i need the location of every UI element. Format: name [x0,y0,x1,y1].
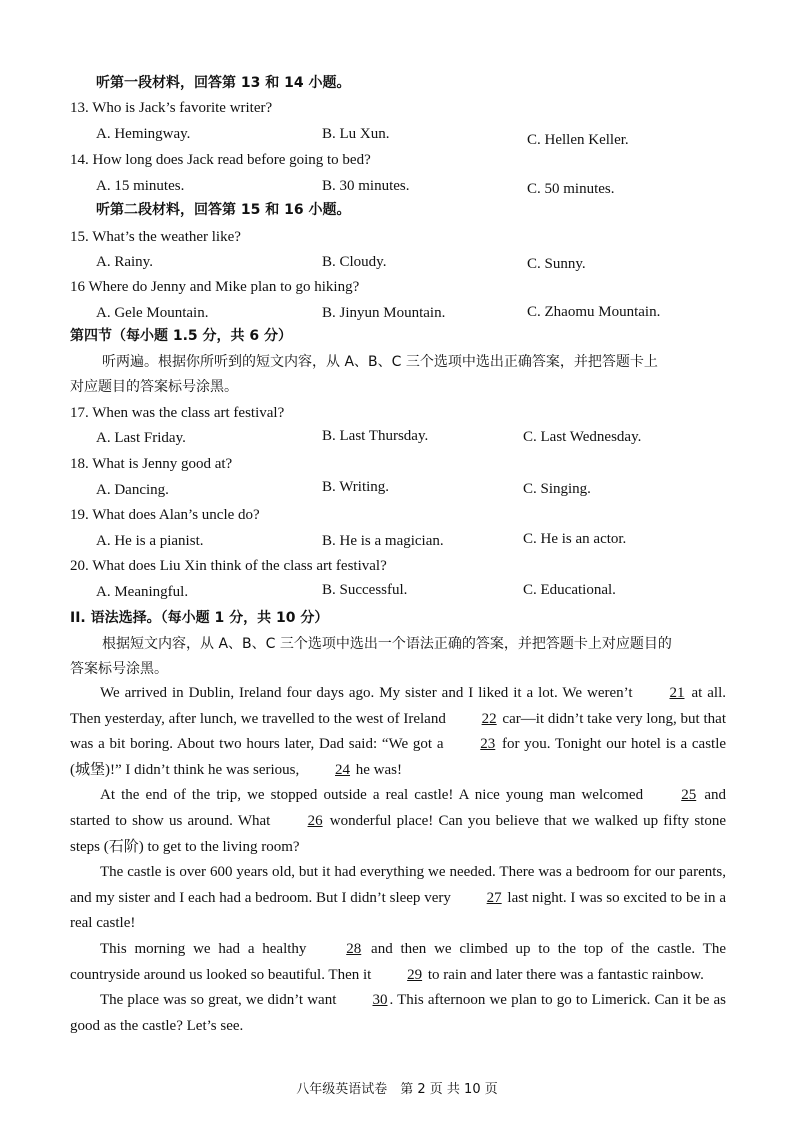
question-16-option-b: B. Jinyun Mountain. [322,305,446,321]
blank-22: 22 [481,710,497,727]
cloze-passage [70,681,726,1039]
question-18-stem: 18. What is Jenny good at? [70,456,233,472]
question-18-option-a: A. Dancing. [96,482,169,498]
section4-title: 第四节（每小题 1.5 分，共 6 分） [70,328,293,344]
question-16-option-a: A. Gele Mountain. [96,305,209,321]
question-14-option-b: B. 30 minutes. [322,178,410,194]
question-13-stem: 13. Who is Jack’s favorite writer? [70,100,273,116]
question-14-stem: 14. How long does Jack read before going to bed? [70,152,371,168]
question-19-option-a: A. He is a pianist. [96,533,204,549]
blank-23: 23 [480,736,496,753]
blank-21: 21 [669,685,685,701]
blank-25: 25 [681,787,697,804]
question-17-option-a: A. Last Friday. [96,430,186,446]
question-20-stem: 20. What does Liu Xin think of the class art festival? [70,558,387,574]
question-20-option-b: B. Successful. [322,582,408,598]
question-16-stem: 16 Where do Jenny and Mike plan to go hiking? [70,279,360,295]
question-19-option-c: C. He is an actor. [523,531,627,547]
part2-title: II. 语法选择。（每小题 1 分，共 10 分） [70,610,329,626]
blank-27: 27 [486,889,502,906]
question-17-option-b: B. Last Thursday. [322,428,429,444]
question-15-option-a: A. Rainy. [96,254,153,270]
question-18-option-c: C. Singing. [523,481,591,497]
question-18-option-b: B. Writing. [322,479,390,495]
question-17-stem: 17. When was the class art festival? [70,405,285,421]
section3-part1-heading: 听第一段材料，回答第 13 和 14 小题。 [96,75,351,91]
question-13-option-c: C. Hellen Keller. [527,132,629,148]
part2-instruction-line2: 答案标号涂黑。 [70,661,168,677]
question-14-option-c: C. 50 minutes. [527,181,615,197]
question-13-option-b: B. Lu Xun. [322,126,390,142]
passage-paragraph-2: At the end of the trip, we stopped outside a real castle! A nice young man welcomed 25 and started to show us around. What 26 wonderful place! Can you believe that we walked up fifty stone steps (石阶) to get to the living room? [70,783,726,860]
blank-30: 30 [372,992,388,1009]
page-footer: 八年级英语试卷 第 2 页 共 10 页 [296,1082,498,1097]
section4-instruction-line1: 听两遍。根据你所听到的短文内容，从 A、B、C 三个选项中选出正确答案，并把答题卡上 [102,354,658,370]
blank-24: 24 [335,761,351,778]
question-19-stem: 19. What does Alan’s uncle do? [70,507,260,523]
question-13-option-a: A. Hemingway. [96,126,191,142]
blank-26: 26 [307,812,323,829]
question-19-option-b: B. He is a magician. [322,533,444,549]
question-15-option-b: B. Cloudy. [322,254,387,270]
passage-paragraph-3: The castle is over 600 years old, but it had everything we needed. There was a bedroom for our parents, and my sister and I each had a bedroom. But I didn’t sleep very 27 last night. I was so excited to be in a real castle! [70,864,726,932]
section4-instruction-line2: 对应题目的答案标号涂黑。 [70,379,238,395]
question-15-stem: 15. What’s the weather like? [70,229,241,245]
passage-paragraph-5: The place was so great, we didn’t want 30 . This afternoon we plan to go to Limerick. Can it be as good as the castle? Let’s see. [70,988,726,1039]
section3-part2-heading: 听第二段材料，回答第 15 和 16 小题。 [96,202,351,218]
question-20-option-a: A. Meaningful. [96,584,189,600]
question-17-option-c: C. Last Wednesday. [523,429,642,445]
passage-paragraph-1: We arrived in Dublin, Ireland four days ago. My sister and I liked it a lot. We weren’t 21 at all. Then yesterday, after lunch, we travelled to the west of Ireland 22 car—it didn’t take very long, but that was a bit boring. About two hours later, Dad said: “We got a 23 for you. Tonight our hotel is a castle (城堡)!” I didn’t think he was serious, 24 he was! [70,681,726,783]
blank-28: 28 [346,940,362,957]
part2-instruction-line1: 根据短文内容，从 A、B、C 三个选项中选出一个语法正确的答案，并把答题卡上对应题目的 [102,636,672,652]
question-16-option-c: C. Zhaomu Mountain. [527,304,661,320]
question-15-option-c: C. Sunny. [527,256,586,272]
question-20-option-c: C. Educational. [523,582,616,598]
blank-29: 29 [407,966,423,983]
passage-paragraph-4: This morning we had a healthy 28 and then we climbed up to the top of the castle. The countryside around us looked so beautiful. Then it 29 to rain and later there was a fantastic rainbow. [70,937,726,988]
question-14-option-a: A. 15 minutes. [96,178,185,194]
